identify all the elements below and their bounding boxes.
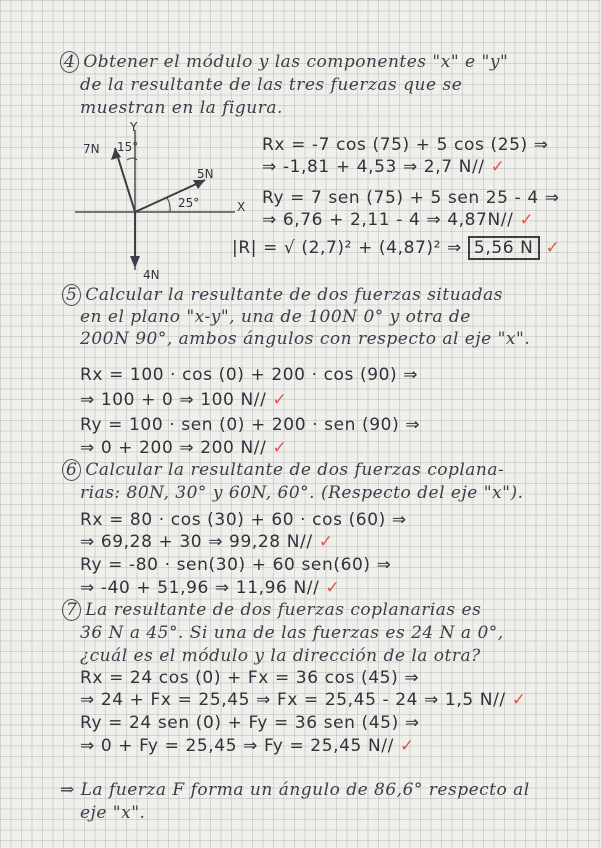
check-mark: ✓ [272,390,288,410]
p4-statement-1: 4 Obtener el módulo y las componentes "x" e "y" [60,52,508,72]
check-mark: ✓ [399,736,415,756]
p7-ry-2: ⇒ 0 + Fy = 25,45 ⇒ Fy = 25,45 N// ✓ [80,736,415,756]
p6-rx-2: ⇒ 69,28 + 30 ⇒ 99,28 N// ✓ [80,532,334,552]
force-diagram-svg [75,120,245,285]
angle-25-arc [167,198,170,212]
f2-label: 5N [197,167,214,181]
p7-rx-1: Rx = 24 cos (0) + Fx = 36 cos (45) ⇒ [80,668,420,688]
p4-rx-1: Rx = -7 cos (75) + 5 cos (25) ⇒ [262,135,549,155]
x-axis-label: X [237,200,246,214]
f1-label: 7N [83,142,100,156]
p5-ry-1: Ry = 100 · sen (0) + 200 · sen (90) ⇒ [80,415,421,435]
p6-ry-2: ⇒ -40 + 51,96 ⇒ 11,96 N// ✓ [80,578,341,598]
p4-number: 4 [60,51,79,73]
p5-statement-3: 200N 90°, ambos ángulos con respecto al eje "x". [80,329,531,349]
p7-ry-1: Ry = 24 sen (0) + Fy = 36 sen (45) ⇒ [80,713,420,733]
p6-statement-2: rias: 80N, 30° y 60N, 60°. (Respecto del eje "x"). [80,483,524,503]
f1-angle: 15° [117,140,139,154]
check-mark: ✓ [519,210,535,230]
p5-rx-2: ⇒ 100 + 0 ⇒ 100 N// ✓ [80,390,288,410]
f3-label: 4N [143,268,160,282]
p4-modulus: |R| = √ (2,7)² + (4,87)² ⇒ 5,56 N ✓ [232,238,561,258]
f2-angle: 25° [178,196,200,210]
p7-conclusion-2: eje "x". [80,803,146,823]
check-mark: ✓ [318,532,334,552]
p5-number: 5 [62,284,81,306]
force-4n-arrowhead [130,256,140,268]
check-mark: ✓ [272,438,288,458]
p7-number: 7 [62,599,81,621]
p6-statement-1: 6 Calcular la resultante de dos fuerzas coplana- [62,460,504,480]
p7-rx-2: ⇒ 24 + Fx = 25,45 ⇒ Fx = 25,45 - 24 ⇒ 1,5 N// ✓ [80,690,527,710]
p6-ry-1: Ry = -80 · sen(30) + 60 sen(60) ⇒ [80,555,392,575]
p4-ry-2: ⇒ 6,76 + 2,11 - 4 ⇒ 4,87N// ✓ [262,210,535,230]
p5-ry-2: ⇒ 0 + 200 ⇒ 200 N// ✓ [80,438,288,458]
check-mark: ✓ [490,157,506,177]
p7-statement-2: 36 N a 45°. Si una de las fuerzas es 24 N a 0°, [80,623,504,643]
p4-statement-3: muestran en la figura. [80,98,283,118]
p6-rx-1: Rx = 80 · cos (30) + 60 · cos (60) ⇒ [80,510,407,530]
check-mark: ✓ [325,578,341,598]
p5-statement-2: en el plano "x-y", una de 100N 0° y otra de [80,307,471,327]
p4-modulus-result: 5,56 N [468,236,540,260]
p5-statement-1: 5 Calcular la resultante de dos fuerzas situadas [62,285,503,305]
check-mark: ✓ [511,690,527,710]
p5-rx-1: Rx = 100 · cos (0) + 200 · cos (90) ⇒ [80,365,419,385]
p6-number: 6 [62,459,81,481]
p7-statement-3: ¿cuál es el módulo y la dirección de la otra? [80,646,481,666]
y-axis-label: Y [130,120,138,134]
force-diagram [75,120,245,285]
p7-statement-1: 7 La resultante de dos fuerzas coplanarias es [62,600,481,620]
p4-statement-2: de la resultante de las tres fuerzas que se [80,75,463,95]
p7-conclusion-1: ⇒ La fuerza F forma un ángulo de 86,6° respecto al [60,780,530,800]
check-mark: ✓ [545,238,561,258]
p4-rx-2: ⇒ -1,81 + 4,53 ⇒ 2,7 N// ✓ [262,157,506,177]
p4-ry-1: Ry = 7 sen (75) + 5 sen 25 - 4 ⇒ [262,188,560,208]
